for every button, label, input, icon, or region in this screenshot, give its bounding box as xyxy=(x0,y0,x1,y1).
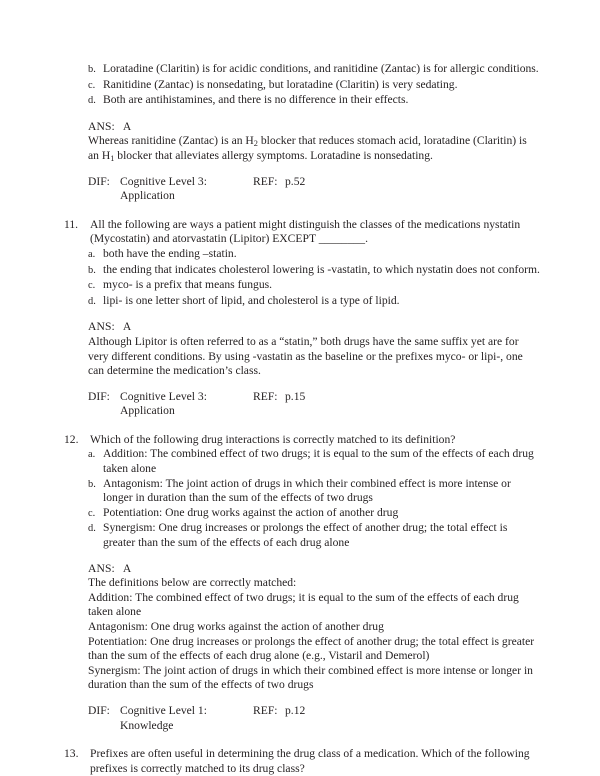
option-letter: c. xyxy=(88,79,96,91)
option-row[interactable] xyxy=(88,247,540,263)
option-letter: b. xyxy=(88,64,96,75)
option-row[interactable] xyxy=(88,263,540,279)
option-text: Addition: The combined effect of two drugs; it is equal to the sum of the effects of each drug taken alone xyxy=(103,447,534,476)
option-letter: c. xyxy=(88,280,96,292)
answer-label: ANS: xyxy=(88,561,115,575)
option-text: Ranitidine (Zantac) is nonsedating, but loratadine (Claritin) is very sedating. xyxy=(103,77,458,91)
ref-label: REF: xyxy=(253,703,278,717)
option-letter: c. xyxy=(88,507,96,519)
answer-block xyxy=(88,562,540,693)
option-row[interactable] xyxy=(88,93,540,109)
explanation-subscript: 2 xyxy=(253,139,258,149)
question-block-11 xyxy=(62,218,540,419)
question-stem: Prefixes are often useful in determining the drug class of a medication. Which of the following prefixes is correctly matched to its drug class? xyxy=(90,747,530,775)
answer-explanation-line: The definitions below are correctly matched: xyxy=(88,576,297,590)
option-letter: b. xyxy=(88,264,96,276)
answer-explanation-line: Addition: The combined effect of two drugs; it is equal to the sum of the effects of each drug taken alone xyxy=(88,590,519,619)
answer-line xyxy=(88,120,540,135)
dif-label: DIF: xyxy=(88,703,110,717)
dif-value: Cognitive Level 3: Application xyxy=(120,174,207,203)
dif-ref-row xyxy=(88,390,540,419)
option-text: Potentiation: One drug works against the action of another drug xyxy=(103,505,399,519)
question-block-10-continued xyxy=(62,62,540,204)
answer-explanation-line: Synergism: The joint action of drugs in which their combined effect is more intense or longer in duration than the sum of the effects of two drugs xyxy=(88,663,533,692)
ref-value: p.12 xyxy=(285,703,306,717)
option-letter: d. xyxy=(88,295,96,307)
question-stem-row xyxy=(62,218,540,247)
question-block-12 xyxy=(62,433,540,733)
question-number: 12. xyxy=(64,432,79,446)
option-text: the ending that indicates cholesterol lowering is -vastatin, to which nystatin does not conform. xyxy=(103,262,540,276)
explanation-segment: blocker that reduces stomach acid, loratadine (Claritin) is an H xyxy=(88,134,527,162)
dif-value: Cognitive Level 1: Knowledge xyxy=(120,703,207,732)
dif-label: DIF: xyxy=(88,174,110,188)
ref-value: p.52 xyxy=(285,174,306,188)
answer-explanation: Although Lipitor is often referred to as a “statin,” both drugs have the same suffix yet are for very different conditions. By using -vastatin as the baseline or the prefixes myco- or lipi-, one can determine the medication’s class. xyxy=(88,334,523,378)
answer-value: A xyxy=(122,119,132,133)
question-stem: Which of the following drug interactions is correctly matched to its definition? xyxy=(90,432,456,446)
option-row[interactable] xyxy=(88,447,540,476)
ref-value: p.15 xyxy=(285,389,306,403)
option-text: myco- is a prefix that means fungus. xyxy=(103,278,273,292)
option-letter: d. xyxy=(88,95,96,107)
option-row[interactable] xyxy=(88,521,540,550)
answer-label: ANS: xyxy=(88,119,115,133)
question-stem-row xyxy=(62,433,540,448)
ref-label: REF: xyxy=(253,174,278,188)
option-row[interactable] xyxy=(88,78,540,94)
option-text: Loratadine (Claritin) is for acidic conditions, and ranitidine (Zantac) is for allergic conditions. xyxy=(103,62,539,75)
option-text: lipi- is one letter short of lipid, and cholesterol is a type of lipid. xyxy=(103,293,400,307)
option-row[interactable] xyxy=(88,506,540,522)
option-letter: d. xyxy=(88,523,96,535)
answer-explanation-line: Potentiation: One drug increases or prolongs the effect of another drug; the total effect is greater than the sum of the effects of each drug alone (e.g., Vistaril and Demerol) xyxy=(88,634,535,663)
dif-value: Cognitive Level 3: Application xyxy=(120,389,207,418)
option-text: Antagonism: The joint action of drugs in which their combined effect is more intense or longer in duration than the sum of the effects of two drugs xyxy=(103,476,511,505)
answer-line xyxy=(88,320,540,335)
option-text: Both are antihistamines, and there is no difference in their effects. xyxy=(103,93,409,107)
option-letter: b. xyxy=(88,478,96,490)
option-text: Synergism: One drug increases or prolongs the effect of another drug; the total effect is greater than the sum of the effects of each drug alone xyxy=(103,521,508,550)
option-letter: a. xyxy=(88,248,96,260)
question-number: 11. xyxy=(64,217,79,231)
explanation-subscript: 1 xyxy=(110,153,115,163)
option-row[interactable] xyxy=(88,62,540,78)
option-row[interactable] xyxy=(88,278,540,294)
dif-ref-row xyxy=(88,704,540,733)
question-stem-row xyxy=(62,747,540,776)
answer-block xyxy=(88,320,540,378)
answer-explanation xyxy=(88,134,540,163)
explanation-segment: blocker that alleviates allergy symptoms. Loratadine is nonsedating. xyxy=(114,148,433,162)
option-text: both have the ending –statin. xyxy=(103,246,237,260)
dif-label: DIF: xyxy=(88,389,110,403)
answer-value: A xyxy=(122,320,132,334)
question-block-13 xyxy=(62,747,540,776)
answer-label: ANS: xyxy=(88,320,115,334)
answer-block xyxy=(88,120,540,164)
question-stem: All the following are ways a patient might distinguish the classes of the medications nystatin (Mycostatin) and atorvastatin (Lipitor) EXCEPT ________. xyxy=(90,217,521,246)
option-letter: a. xyxy=(88,449,96,461)
answer-explanation-line: Antagonism: One drug works against the action of another drug xyxy=(88,620,384,633)
option-row[interactable] xyxy=(88,294,540,310)
answer-line xyxy=(88,562,540,577)
dif-ref-row xyxy=(88,175,540,204)
explanation-segment: Whereas ranitidine (Zantac) is an H xyxy=(88,134,254,148)
ref-label: REF: xyxy=(253,389,278,403)
page-content xyxy=(62,62,540,776)
answer-value: A xyxy=(122,561,132,575)
question-number: 13. xyxy=(64,747,79,761)
option-row[interactable] xyxy=(88,477,540,506)
